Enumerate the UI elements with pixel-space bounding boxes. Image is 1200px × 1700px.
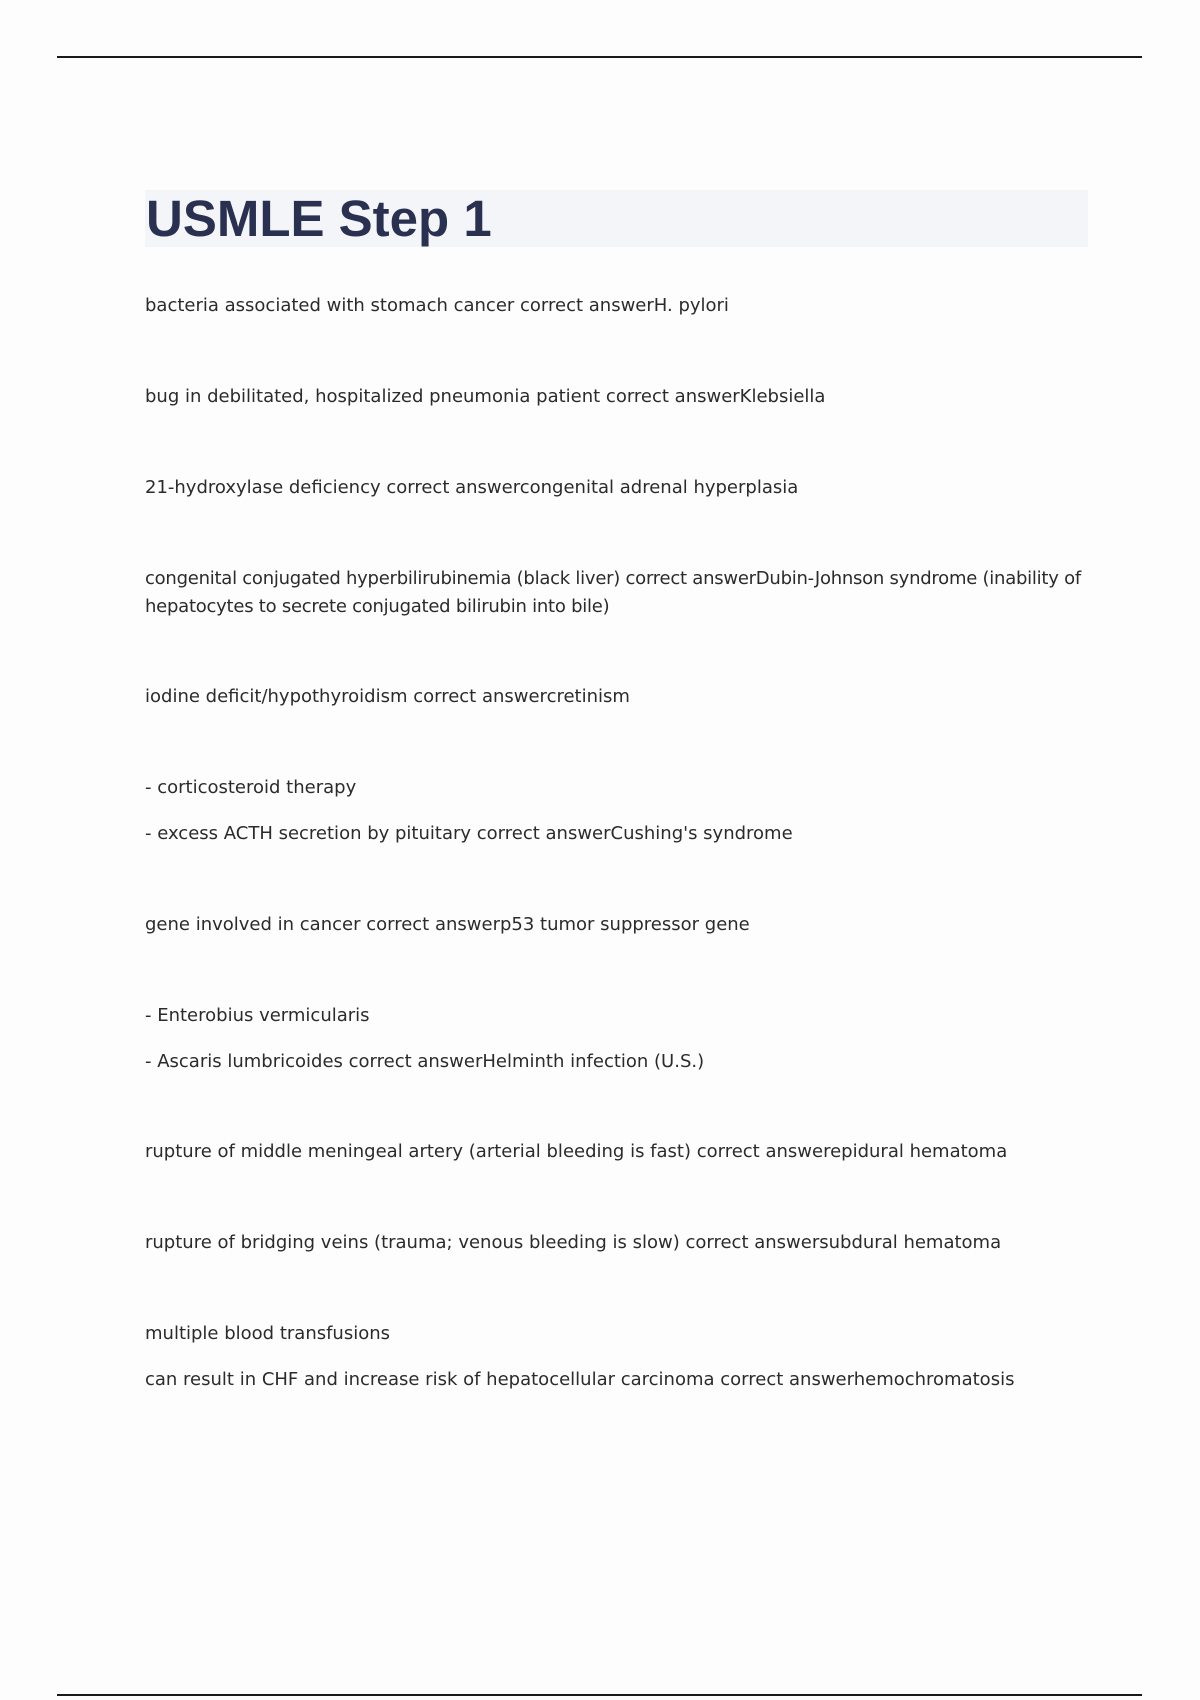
flashcard (145, 683, 1090, 711)
flashcard (145, 1138, 1090, 1166)
flashcard (145, 911, 1090, 939)
flashcard-text: can result in CHF and increase risk of hepatocellular carcinoma correct answerhemochromatosis (145, 1369, 1015, 1390)
flashcard-text: congenital conjugated hyperbilirubinemia (black liver) correct answerDubin-Johnson syndrome (inability of hepatocytes to secrete conjugated bilirubin into bile) (145, 568, 1081, 617)
flashcard-text: rupture of bridging veins (trauma; venous bleeding is slow) correct answersubdural hematoma (145, 1232, 1002, 1253)
flashcard-text: multiple blood transfusions (145, 1323, 391, 1344)
flashcard-text: 21-hydroxylase deficiency correct answercongenital adrenal hyperplasia (145, 477, 799, 498)
footer-rule (57, 1694, 1142, 1696)
flashcard (145, 565, 1090, 621)
flashcard-text: - Ascaris lumbricoides correct answerHelminth infection (U.S.) (145, 1051, 705, 1072)
flashcard (145, 1002, 1090, 1076)
flashcard (145, 292, 1090, 320)
flashcard (145, 1320, 1090, 1394)
document-title: USMLE Step 1 (146, 190, 492, 247)
flashcard (145, 774, 1090, 848)
flashcard-text: iodine deficit/hypothyroidism correct answercretinism (145, 686, 630, 707)
flashcard-text: gene involved in cancer correct answerp53 tumor suppressor gene (145, 914, 750, 935)
flashcard (145, 1229, 1090, 1257)
flashcard-text: rupture of middle meningeal artery (arterial bleeding is fast) correct answerepidural hematoma (145, 1141, 1008, 1162)
flashcard-text: - excess ACTH secretion by pituitary correct answerCushing's syndrome (145, 823, 793, 844)
flashcard (145, 383, 1090, 411)
flashcard-text: bacteria associated with stomach cancer correct answerH. pylori (145, 295, 729, 316)
flashcard (145, 474, 1090, 502)
flashcard-text: - Enterobius vermicularis (145, 1005, 370, 1026)
flashcard-text: bug in debilitated, hospitalized pneumonia patient correct answerKlebsiella (145, 386, 826, 407)
header-rule (57, 56, 1142, 58)
flashcard-text: - corticosteroid therapy (145, 777, 357, 798)
